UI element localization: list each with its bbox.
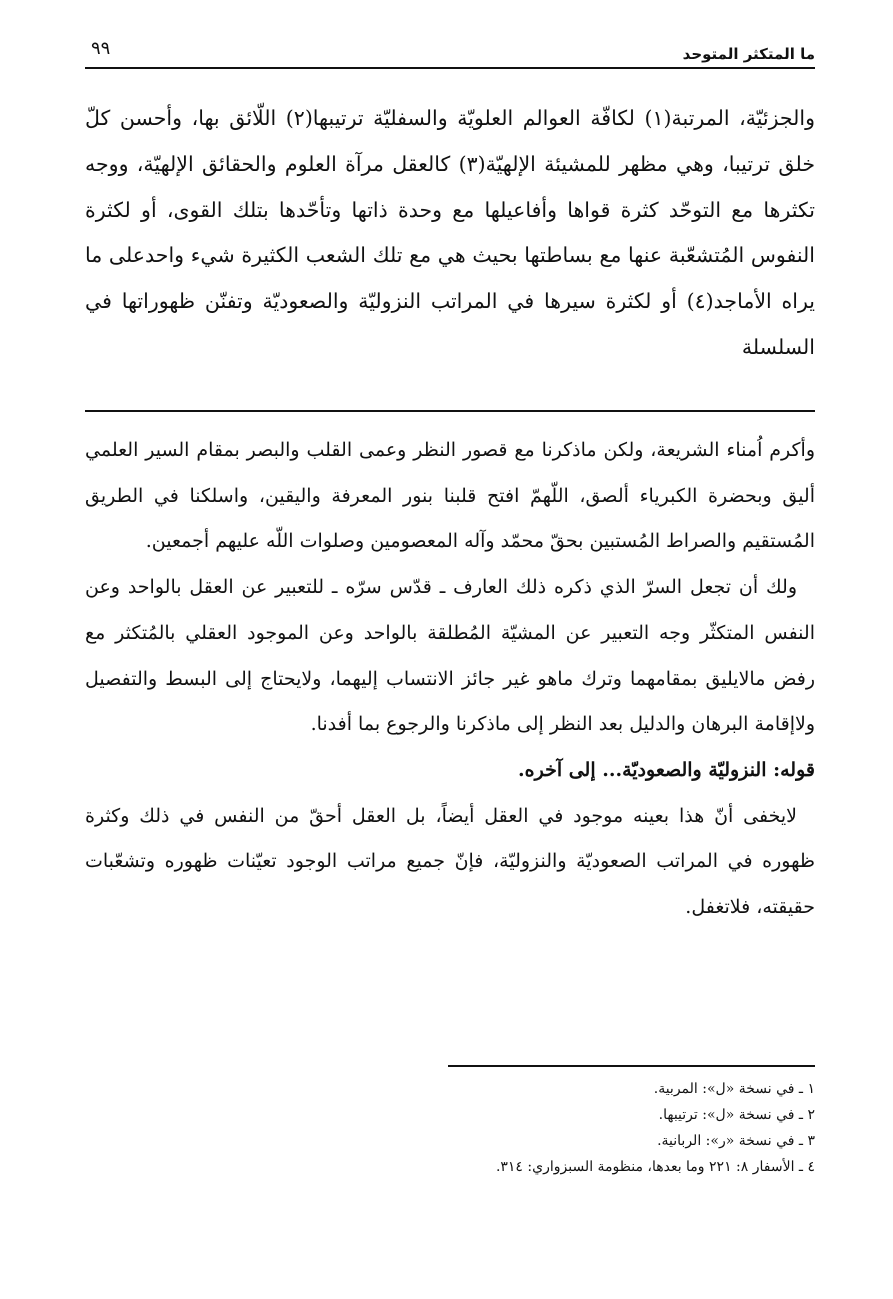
- commentary-paragraph-2: ولك أن تجعل السرّ الذي ذكره ذلك العارف ـ قدّس سرّه ـ للتعبير عن العقل بالواحد وعن النفس المتكثّر وجه التعبير عن المشيّة المُطلقة بالواحد وعن الموجود العقلي بالمُتكثر مع رفض مالايليق بمقامهما وترك ماهو غير جائز الانتساب إليهما، ولايحتاج إلى البسط والتفصيل ولاإقامة البرهان والدليل بعد النظر إلى ماذكرنا والرجوع بما أفدنا.: [85, 576, 815, 736]
- header-divider: [85, 67, 815, 69]
- commentary-paragraph-3: لايخفى أنّ هذا بعينه موجود في العقل أيضاً، بل العقل أحقّ من النفس في ذلك وكثرة ظهوره في المراتب الصعوديّة والنزوليّة، فإنّ جميع مراتب الوجود تعيّنات ظهوره وتشعّبات حقيقته، فلاتغفل.: [85, 804, 815, 919]
- footnote-4: ٤ ـ الأسفار ٨: ٢٢١ وما بعدها، منظومة السبزواري: ٣١٤.: [495, 1159, 815, 1175]
- footnote-3: ٣ ـ في نسخة «ر»: الربانية.: [657, 1133, 815, 1149]
- footnotes: [85, 1076, 815, 1180]
- commentary-paragraph-1: وأكرم اُمناء الشريعة، ولكن ماذكرنا مع قصور النظر وعمى القلب والبصر بمقام السير العلمي أليق وبحضرة الكبرياء ألصق، اللّهمّ افتح قلبنا بنور المعرفة واليقين، واسلكنا في الطريق المُستقيم والصراط المُستبين بحقّ محمّد وآله المعصومين وصلوات اللّه عليهم أجمعين.: [85, 439, 815, 553]
- footnote-2: ٢ ـ في نسخة «ل»: ترتيبها.: [658, 1107, 815, 1123]
- footnote-1: ١ ـ في نسخة «ل»: المربية.: [653, 1081, 815, 1097]
- footnote-divider: [448, 1065, 815, 1067]
- page-number: ٩٩: [91, 38, 111, 59]
- main-text: [85, 96, 815, 371]
- main-paragraph: والجزئيّة، المرتبة(١) لكافّة العوالم العلويّة والسفليّة ترتيبها(٢) اللّائق بها، وأحسن كلّ خلق ترتيبا، وهي مظهر للمشيئة الإلهيّة(٣) كالعقل مرآة العلوم والحقائق الإلهيّة، ووجه تكثرها مع التوحّد كثرة قواها وأفاعيلها مع وحدة ذاتها وتأحّدها بتلك القوى، أو لكثرة النفوس المُتشعّبة عنها مع بساطتها بحيث هي مع تلك الشعب الكثيرة شيء واحدعلى ما يراه الأماجد(٤) أو لكثرة سيرها في المراتب النزوليّة والصعوديّة وتفنّن ظهوراتها في السلسلة: [85, 106, 815, 359]
- commentary-heading: قوله: النزوليّة والصعوديّة... إلى آخره.: [518, 758, 815, 781]
- running-head: [85, 34, 815, 68]
- running-title: ما المتكثر المتوحد: [682, 45, 815, 63]
- commentary: [85, 428, 815, 931]
- text-divider: [85, 410, 815, 412]
